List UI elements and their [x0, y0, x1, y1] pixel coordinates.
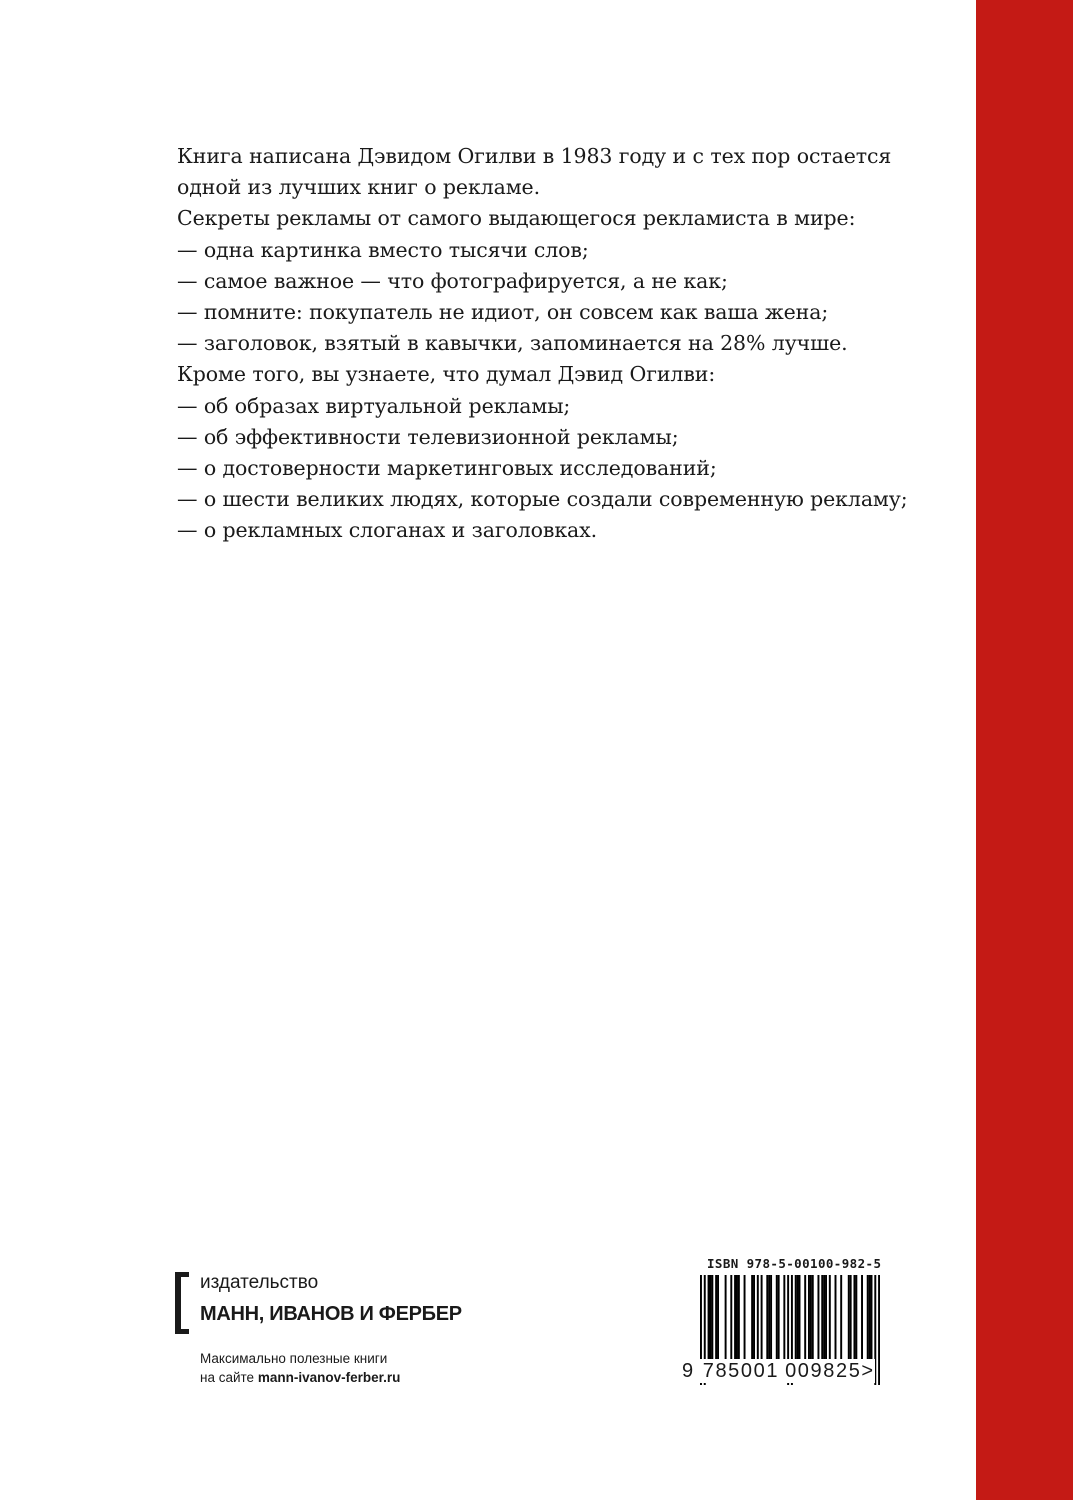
barcode-bar	[797, 1275, 799, 1365]
bracket-mark	[175, 1272, 189, 1334]
barcode-digits-left: 785001	[702, 1360, 780, 1382]
barcode-bar	[736, 1275, 738, 1365]
barcode-bar	[871, 1275, 873, 1365]
barcode-bar	[825, 1275, 827, 1365]
publisher-label: издательство	[200, 1272, 319, 1293]
barcode-bar	[817, 1275, 819, 1365]
barcode-bar	[768, 1275, 770, 1365]
barcode-bar	[783, 1275, 785, 1365]
barcode-bar	[835, 1275, 837, 1365]
barcode-bar	[744, 1275, 746, 1365]
blurb-line: — об эффективности телевизионной рекламы;	[177, 424, 679, 449]
barcode-bar	[715, 1275, 717, 1365]
site-prefix: на сайте	[200, 1370, 258, 1385]
barcode-bar	[795, 1275, 797, 1365]
barcode-bar	[878, 1275, 880, 1385]
blurb-line: — заголовок, взятый в кавычки, запоминается на 28% лучше.	[177, 331, 848, 356]
blurb-line: — о шести великих людях, которые создали современную рекламу;	[177, 487, 908, 512]
barcode-bar	[867, 1275, 869, 1365]
barcode-bar	[761, 1275, 763, 1365]
barcode-digit-first: 9	[682, 1360, 695, 1382]
publisher-logo	[175, 1272, 505, 1336]
blurb-text	[177, 141, 908, 547]
barcode-bar	[808, 1275, 810, 1365]
barcode-bar	[738, 1275, 740, 1365]
barcode-bar	[708, 1275, 710, 1365]
barcode-bar	[711, 1275, 713, 1365]
barcode-bar	[709, 1275, 711, 1365]
barcode-bar	[853, 1275, 855, 1365]
barcode-bar	[829, 1275, 831, 1365]
barcode-digits	[682, 1359, 875, 1383]
barcode-bar	[725, 1275, 727, 1365]
barcode-bar	[848, 1275, 850, 1365]
barcode-bar	[799, 1275, 801, 1365]
blurb-line: Секреты рекламы от самого выдающегося рекламиста в мире:	[177, 206, 856, 231]
blurb-line: — об образах виртуальной рекламы;	[177, 393, 571, 418]
barcode-bar	[766, 1275, 768, 1365]
blurb-line: одной из лучших книг о рекламе.	[177, 175, 541, 200]
publisher-name: МАНН, ИВАНОВ И ФЕРБЕР	[200, 1303, 462, 1325]
barcode-bar	[861, 1275, 863, 1365]
blurb-line: Кроме того, вы узнаете, что думал Дэвид Огилви:	[177, 362, 716, 387]
barcode-bar	[812, 1275, 814, 1365]
blurb-line: — помните: покупатель не идиот, он совсем как ваша жена;	[177, 300, 829, 325]
barcode-bar	[753, 1275, 755, 1365]
barcode-bar	[730, 1275, 732, 1365]
barcode-bar	[821, 1275, 823, 1365]
barcode-bar	[751, 1275, 753, 1365]
publisher-tagline	[200, 1349, 400, 1387]
blurb-line: — о достоверности маркетинговых исследований;	[177, 456, 717, 481]
barcode-bar	[804, 1275, 806, 1365]
quiet-zone-mark: >	[861, 1360, 875, 1382]
barcode-bar	[717, 1275, 719, 1365]
site-link[interactable]: mann-ivanov-ferber.ru	[257, 1370, 401, 1385]
blurb-line: — самое важное — что фотографируется, а не как;	[177, 268, 728, 293]
isbn-label: ISBN 978-5-00100-982-5	[707, 1256, 882, 1271]
barcode-bar	[869, 1275, 871, 1365]
barcode-bar	[810, 1275, 812, 1365]
barcode-digits-right: 009825	[785, 1360, 862, 1382]
barcode-bar	[770, 1275, 772, 1365]
tagline-text: Максимально полезные книги	[200, 1351, 388, 1366]
barcode-bar	[734, 1275, 736, 1365]
site-line	[200, 1368, 400, 1387]
barcode-bar	[778, 1275, 780, 1365]
barcode-bar	[840, 1275, 842, 1365]
barcode-bar	[823, 1275, 825, 1365]
red-side-band	[976, 0, 1073, 1500]
blurb-line: — одна картинка вместо тысячи слов;	[177, 237, 589, 262]
barcode-bar	[850, 1275, 852, 1365]
barcode-bar	[855, 1275, 857, 1365]
barcode-bar	[757, 1275, 759, 1365]
blurb-line: Книга написана Дэвидом Огилви в 1983 году и с тех пор остается	[177, 144, 892, 168]
blurb-line: — о рекламных слоганах и заголовках.	[177, 518, 598, 543]
barcode-bar	[776, 1275, 778, 1365]
